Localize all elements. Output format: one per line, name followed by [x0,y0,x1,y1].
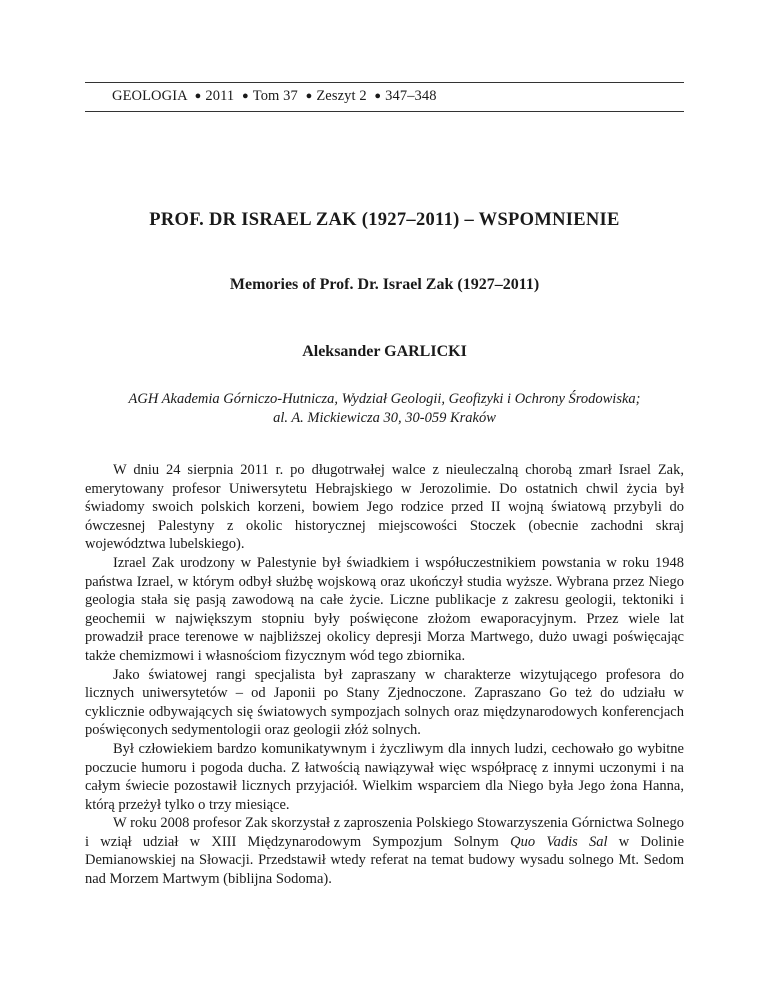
journal-issue: Zeszyt 2 [316,88,367,104]
journal-header [112,88,437,105]
paragraph-4: Był człowiekiem bardzo komunikatywnym i życzliwym dla innych ludzi, cechowało go wybitne poczucie humoru i pogoda ducha. Z łatwością nawiązywał więc współpracę z innymi uczonymi i na całym świecie pozostawił licznych przyjaciół. Wielkim wsparciem dla Niego była Jego żona Hanna, którą przeżył tylko o trzy miesiące. [85,740,684,813]
journal-name: GEOLOGIA [112,88,187,104]
journal-pages: 347–348 [385,88,437,104]
paragraph-5-text-b: w Dolinie Demianowskiej na Słowacji. Przedstawił wtedy referat na temat budowy wysadu solnego Mt. Sedom nad Morzem Martwym (biblijna Sodoma). [85,833,685,888]
author-name: Aleksander GARLICKI [302,343,467,360]
paragraph-5 [85,814,684,888]
paragraph-3: Jako światowej rangi specjalista był zapraszany w charakterze wizytującego profesora do licznych uniwersytetów – od Japonii po Stany Zjednoczone. Zapraszano Go też do udziału w cyklicznie odbywających się światowych sympozjach solnych oraz międzynarodowych konferencjach poświęconych sedymentologii oraz geologii złóż solnych. [85,666,684,739]
separator-dot-icon: ● [374,90,382,102]
author-affiliation [85,390,684,428]
paragraph-2: Izrael Zak urodzony w Palestynie był świadkiem i współuczestnikiem powstania w roku 1948 państwa Izrael, w którym odbył służbę wojskową oraz ukończył studia wyższe. Wybrana przez Niego geologia stała się pasją zawodową na całe życie. Liczne publikacje z zakresu geologii, tektoniki i geochemii w największym stopniu były poświęcone złożom ewaporacyjnym. Przez wiele lat prowadził prace terenowe w najbliższej okolicy depresji Morza Martwego, dużo uwagi poświęcając także chemizmowi i własnościom fizycznym wód tego zbiornika. [85,554,684,664]
separator-dot-icon: ● [194,90,202,102]
journal-volume: Tom 37 [252,88,298,104]
symposium-name: Quo Vadis Sal [510,833,608,850]
separator-dot-icon: ● [242,90,249,102]
article-body [85,461,684,889]
article-subtitle: Memories of Prof. Dr. Israel Zak (1927–2011) [229,276,540,293]
header-bottom-rule [85,111,684,112]
affiliation-line-1: AGH Akademia Górniczo-Hutnicza, Wydział Geologii, Geofizyki i Ochrony Środowiska; [128,391,641,407]
affiliation-line-2: al. A. Mickiewicza 30, 30-059 Kraków [273,410,496,426]
journal-year: 2011 [205,88,235,104]
paragraph-1: W dniu 24 sierpnia 2011 r. po długotrwałej walce z nieuleczalną chorobą zmarł Israel Zak, emerytowany profesor Uniwersytetu Hebrajskiego w Jerozolimie. Do ostatnich chwil życia był świadomy swoich polskich korzeni, bowiem Jego rodzice przed II wojną światową przybyli do ówczesnej Palestyny z okolic historycznej miejscowości Stoczek (obecnie zachodni skraj województwa lubelskiego). [85,462,684,553]
article-title: PROF. DR ISRAEL ZAK (1927–2011) – WSPOMNIENIE [149,210,620,230]
header-top-rule [85,82,684,83]
separator-dot-icon: ● [305,90,313,102]
paragraph-5-text-a: W roku 2008 profesor Zak skorzystał z zaproszenia Polskiego Stowarzyszenia Górnictwa Solnego i wziął udział w XIII Międzynarodowym Sympozjum Solnym [85,815,684,850]
